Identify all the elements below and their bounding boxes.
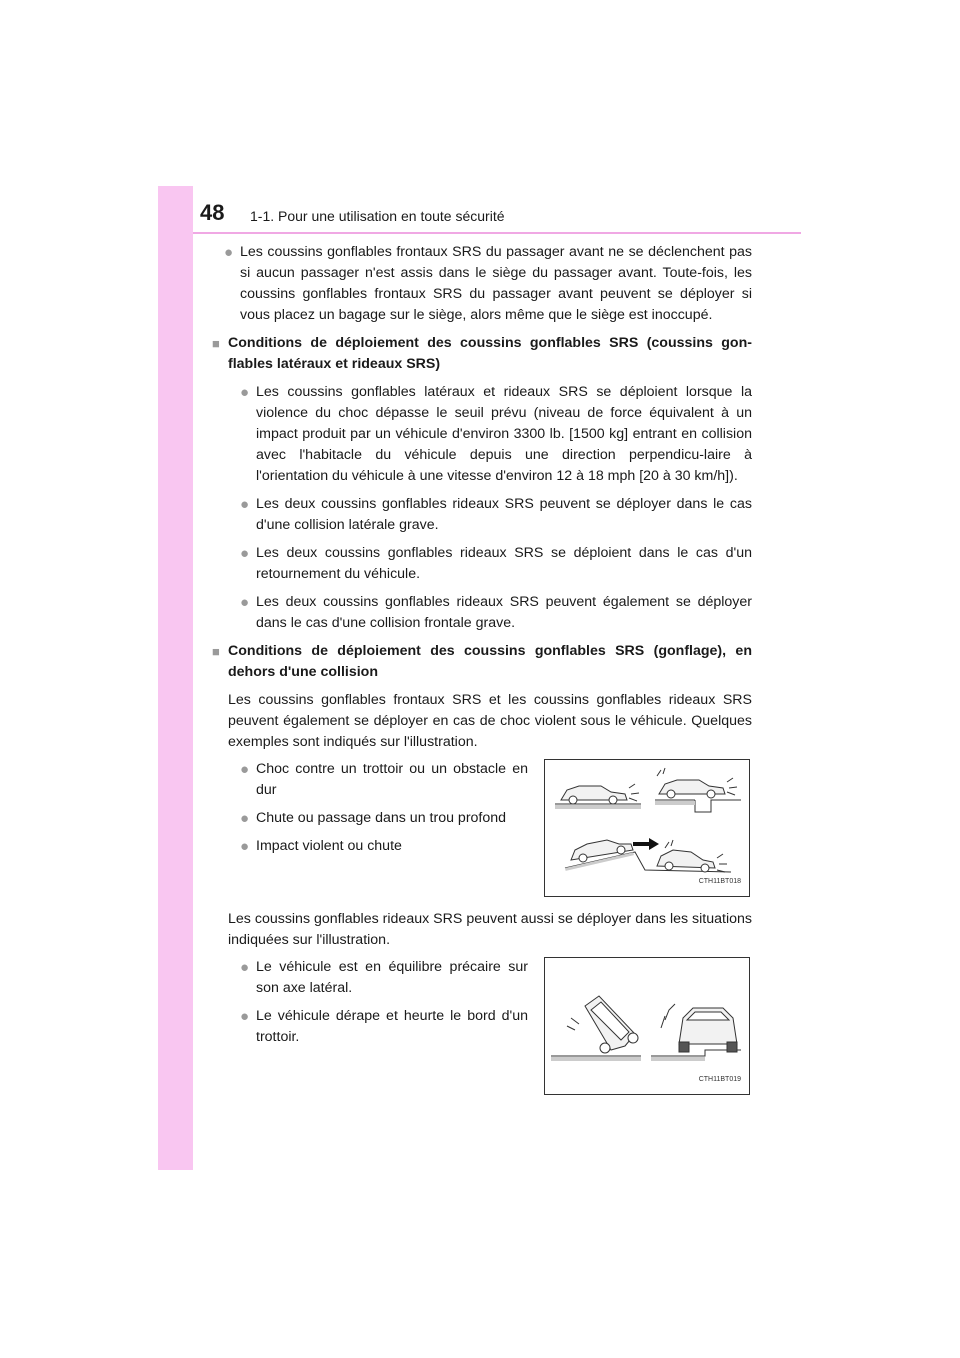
- bullet-text: Les deux coussins gonflables rideaux SRS peuvent également se déployer dans le cas d'une collision frontale grave.: [256, 594, 752, 631]
- bullet-text: Chute ou passage dans un trou profond: [256, 810, 507, 826]
- figure-block-2: [228, 957, 752, 1099]
- bullet-text: Impact violent ou chute: [256, 838, 402, 854]
- paragraph: Les coussins gonflables frontaux SRS et les coussins gonflables rideaux SRS peuvent également se déployer en cas de choc violent sous le véhicule. Quelques exemples sont indiqués sur l'illustration.: [228, 692, 752, 750]
- page-content: [212, 242, 752, 1107]
- section-heading: [212, 333, 752, 375]
- bullet-text: Les deux coussins gonflables rideaux SRS peuvent se déployer dans le cas d'une collision latérale grave.: [256, 496, 752, 533]
- illustration-underbody-impacts: [544, 759, 750, 897]
- bullet-text: Les coussins gonflables frontaux SRS du passager avant ne se déclenchent pas si aucun passager n'est assis dans le siège du passager avant. Toute-fois, les coussins gonflables frontaux SRS du passager avant peuvent se déployer si vous placez un bagage sur le siège, alors même que le siège est inoccupé.: [240, 244, 752, 323]
- section-heading: [212, 641, 752, 683]
- bullet-icon: ●: [224, 244, 234, 261]
- bullet-item: [228, 382, 752, 487]
- bullet-icon: ●: [240, 810, 250, 827]
- bullet-item: [228, 543, 752, 585]
- bullet-icon: ●: [240, 838, 250, 855]
- bullet-text: Choc contre un trottoir ou un obstacle en dur: [256, 761, 528, 798]
- bullet-text: Le véhicule dérape et heurte le bord d'un trottoir.: [256, 1008, 528, 1045]
- bullet-item: [212, 242, 752, 326]
- illustration-rollover-curb: [544, 957, 750, 1095]
- bullet-icon: ●: [240, 384, 250, 401]
- bullet-item: [228, 592, 752, 634]
- bullet-text: Les coussins gonflables latéraux et rideaux SRS se déploient lorsque la violence du choc dépasse le seuil prévu (niveau de force équivalent à un impact produit par un véhicule d'environ 3300 lb. [1500 kg] entrant en collision avec l'habitacle du véhicule depuis une direction perpendicu-laire à l'orientation du véhicule à une vitesse d'environ 12 à 18 mph [20 à 30 km/h]).: [256, 384, 752, 484]
- header-rule: [193, 232, 801, 234]
- square-icon: ■: [212, 644, 220, 659]
- figure-label: CTH11BT018: [698, 878, 741, 885]
- bullet-icon: ●: [240, 1008, 250, 1025]
- section-title: 1-1. Pour une utilisation en toute sécurité: [250, 208, 505, 224]
- bullet-icon: ●: [240, 761, 250, 778]
- bullet-icon: ●: [240, 496, 250, 513]
- page-number: 48: [200, 200, 225, 225]
- heading-text: Conditions de déploiement des coussins gonflables SRS (coussins gon-flables latéraux et rideaux SRS): [228, 335, 752, 372]
- bullet-item: [228, 494, 752, 536]
- arrow-icon: [633, 838, 659, 850]
- bullet-icon: ●: [240, 594, 250, 611]
- bullet-item: [228, 957, 528, 999]
- bullet-text: Les deux coussins gonflables rideaux SRS se déploient dans le cas d'un retournement du véhicule.: [256, 545, 752, 582]
- bullet-item: [228, 1006, 528, 1048]
- figure-label: CTH11BT019: [698, 1076, 741, 1083]
- bullet-item: [228, 836, 528, 857]
- heading-text: Conditions de déploiement des coussins gonflables SRS (gonflage), en dehors d'une collision: [228, 643, 752, 680]
- bullet-icon: ●: [240, 545, 250, 562]
- bullet-icon: ●: [240, 959, 250, 976]
- paragraph: Les coussins gonflables rideaux SRS peuvent aussi se déployer dans les situations indiquées sur l'illustration.: [228, 911, 752, 948]
- bullet-item: [228, 808, 528, 829]
- square-icon: ■: [212, 336, 220, 351]
- figure-block-1: [228, 759, 752, 901]
- bullet-text: Le véhicule est en équilibre précaire sur son axe latéral.: [256, 959, 528, 996]
- bullet-item: [228, 759, 528, 801]
- side-tab: [158, 186, 193, 1170]
